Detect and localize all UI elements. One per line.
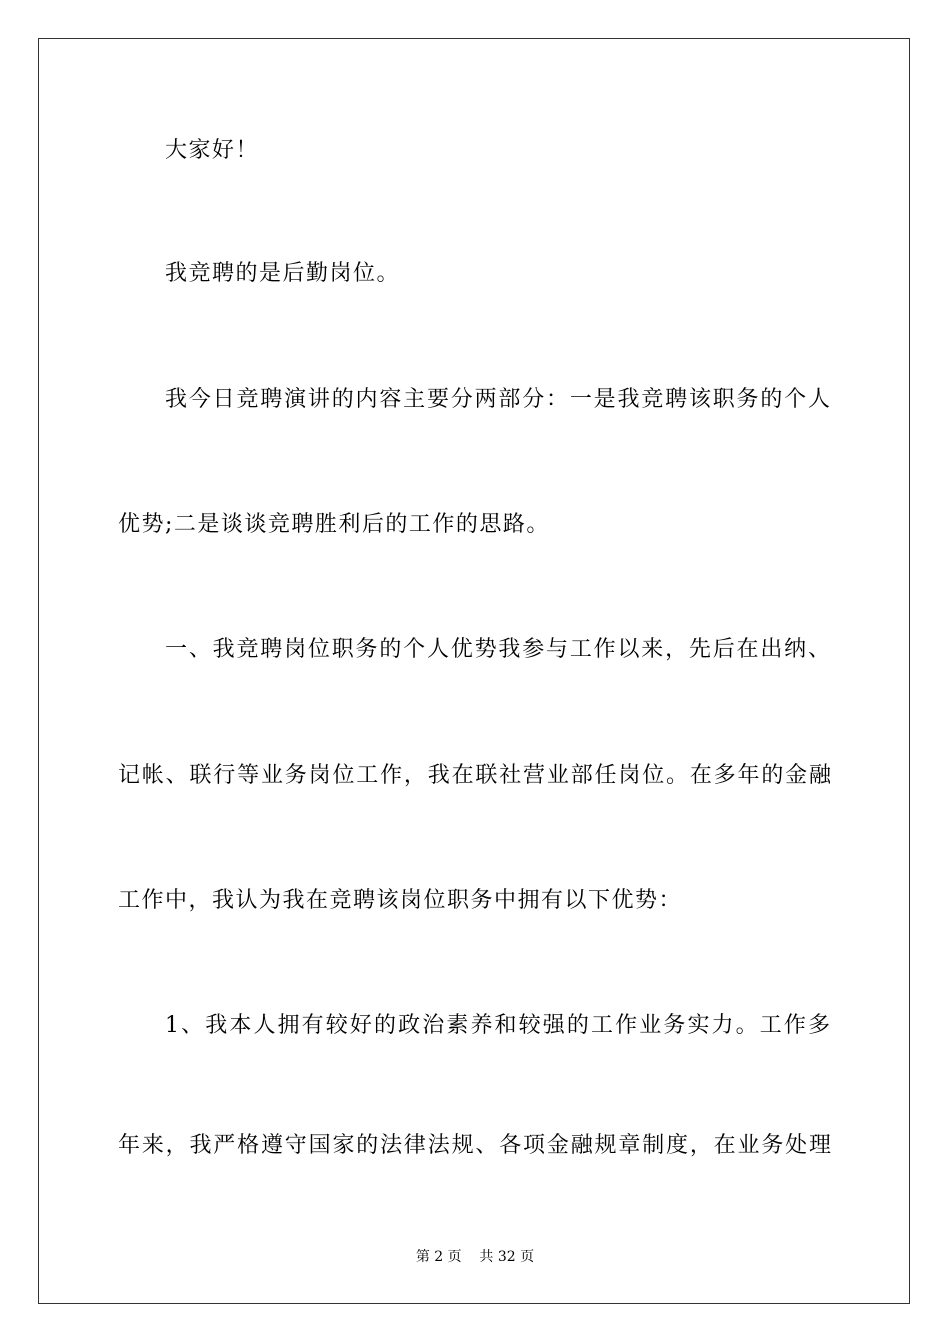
page-border xyxy=(38,38,910,1304)
paragraph-section-one-line-3: 工作中，我认为我在竞聘该岗位职务中拥有以下优势： xyxy=(118,888,683,913)
paragraph-intro-line-1: 我今日竞聘演讲的内容主要分两部分：一是我竞聘该职务的个人 xyxy=(165,387,830,412)
paragraph-point-one-line-1: 1、我本人拥有较好的政治素养和较强的工作业务实力。工作多 xyxy=(165,1013,830,1038)
paragraph-section-one-line-1: 一、我竞聘岗位职务的个人优势我参与工作以来，先后在出纳、 xyxy=(165,637,830,662)
paragraph-greeting: 大家好！ xyxy=(165,138,260,163)
paragraph-intro-line-2: 优势;二是谈谈竞聘胜利后的工作的思路。 xyxy=(118,512,550,537)
paragraph-point-one-line-2: 年来，我严格遵守国家的法律法规、各项金融规章制度，在业务处理 xyxy=(118,1133,831,1158)
paragraph-position: 我竞聘的是后勤岗位。 xyxy=(165,261,401,286)
page-number-footer: 第 2 页 共 32 页 xyxy=(415,1249,535,1265)
paragraph-section-one-line-2: 记帐、联行等业务岗位工作，我在联社营业部任岗位。在多年的金融 xyxy=(118,763,831,788)
